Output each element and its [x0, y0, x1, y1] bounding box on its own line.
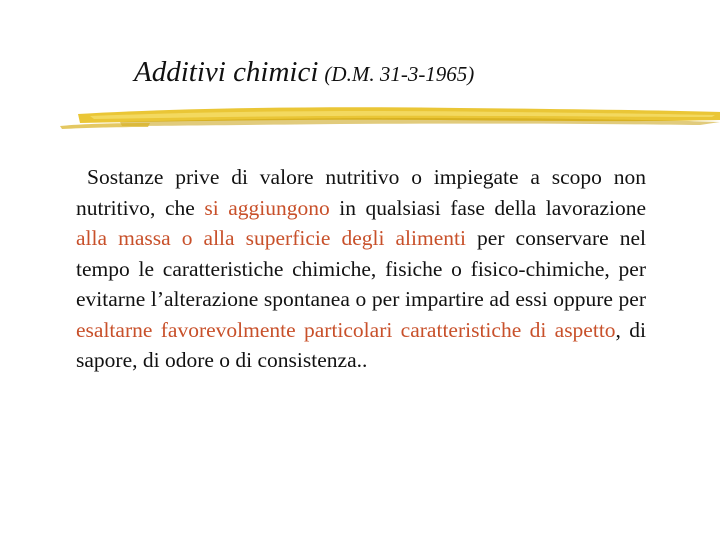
paragraph-text: in qualsiasi fase della lavorazione [329, 195, 646, 220]
paragraph-text: , di sapore, di odore o di consistenza.. [76, 317, 646, 372]
paragraph-text: Sostanze prive di valore nutritivo o impiegate a scopo non nutritivo, che [76, 165, 646, 220]
highlighted-phrase: alla massa o alla superficie degli alimenti [76, 226, 466, 250]
paragraph-text: per conservare nel tempo le caratteristiche chimiche, fisiche o fisico-chimiche, per evitarne l’alterazione spontanea o per impartire ad essi oppure per [76, 226, 646, 311]
title-text: Additivi chimici [134, 56, 319, 88]
title-reference: (D.M. 31-3-1965) [324, 62, 475, 86]
brushstroke-tail [60, 123, 150, 129]
highlighted-phrase: esaltarne favorevolmente particolari caratteristiche di aspetto [76, 317, 616, 342]
highlighted-phrase: si aggiungono [204, 195, 330, 220]
slide-title [134, 58, 474, 87]
definition-paragraph [76, 162, 646, 376]
title-underline-brushstroke [60, 96, 720, 136]
